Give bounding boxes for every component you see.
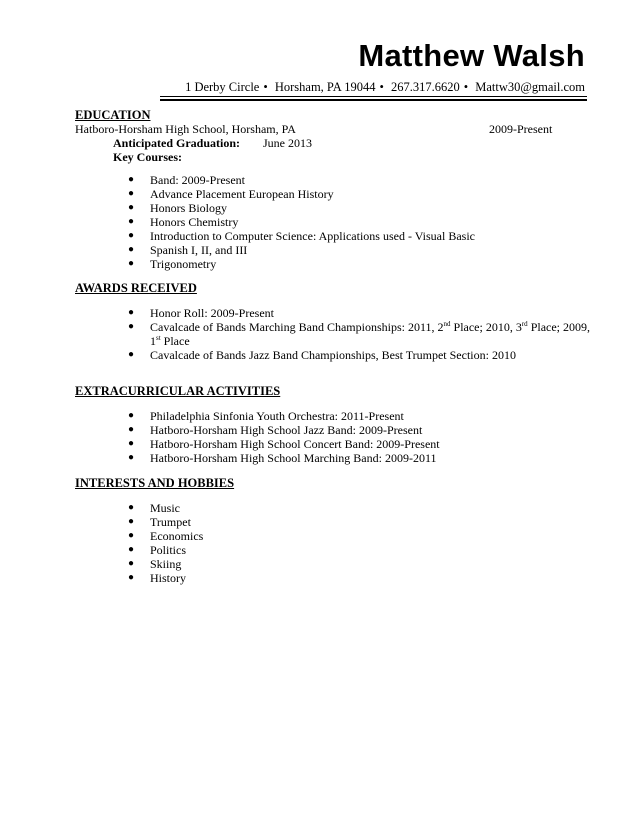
bullet-icon: ● (128, 502, 135, 513)
list-item: ● History (128, 571, 186, 585)
list-item: ● Introduction to Computer Science: Applications used - Visual Basic (128, 229, 476, 243)
separator: • (263, 80, 268, 94)
bullet-icon: ● (128, 516, 135, 527)
interests-list (128, 501, 203, 585)
list-item: ● Band: 2009-Present (128, 173, 245, 187)
list-item: ● Cavalcade of Bands Jazz Band Championships, Best Trumpet Section: 2010 (128, 348, 516, 362)
list-item: ● Honors Biology (128, 201, 228, 215)
separator: • (379, 80, 384, 94)
list-item: ● Economics (128, 529, 204, 543)
bullet-icon: ● (128, 258, 135, 269)
header-rule (160, 96, 587, 97)
courses-list (128, 173, 475, 271)
education-heading: EDUCATION (75, 108, 151, 122)
bullet-icon: ● (128, 558, 135, 569)
bullet-icon: ● (128, 544, 135, 555)
list-item: ● Trumpet (128, 515, 191, 529)
bullet-icon: ● (128, 530, 135, 541)
phone: 267.317.6620 (390, 80, 460, 94)
contact-line (185, 80, 585, 95)
bullet-icon: ● (128, 174, 135, 185)
list-item: ● Advance Placement European History (128, 187, 334, 201)
bullet-icon: ● (128, 438, 135, 449)
list-item: ● Spanish I, II, and III (128, 243, 248, 257)
list-item: ● Hatboro-Horsham High School Jazz Band: 2009-Present (128, 423, 423, 437)
list-item: ● Philadelphia Sinfonia Youth Orchestra: 2011-Present (128, 409, 404, 423)
list-item: ● Honor Roll: 2009-Present (128, 306, 274, 320)
list-item: ● Hatboro-Horsham High School Concert Band: 2009-Present (128, 437, 440, 451)
address: 1 Derby Circle (185, 80, 260, 94)
list-item: ● Honors Chemistry (128, 215, 239, 229)
school: Hatboro-Horsham High School, Horsham, PA (75, 122, 296, 136)
list-item: ● Hatboro-Horsham High School Marching Band: 2009-2011 (128, 451, 437, 465)
bullet-icon: ● (128, 307, 135, 318)
extracurricular-heading: EXTRACURRICULAR ACTIVITIES (75, 384, 281, 398)
bullet-icon: ● (128, 410, 135, 421)
bullet-icon: ● (128, 202, 135, 213)
list-item: ● Music (128, 501, 180, 515)
courses-label: Key Courses: (113, 150, 182, 164)
bullet-icon: ● (128, 244, 135, 255)
graduation-value: June 2013 (263, 136, 312, 150)
resume-name: Matthew Walsh (358, 38, 585, 73)
bullet-icon: ● (128, 321, 135, 332)
bullet-icon: ● (128, 424, 135, 435)
bullet-icon: ● (128, 349, 135, 360)
graduation-label: Anticipated Graduation: (113, 136, 241, 150)
awards-heading: AWARDS RECEIVED (75, 281, 197, 295)
bullet-icon: ● (128, 452, 135, 463)
extracurricular-list (128, 409, 440, 465)
header-rule-thick (160, 99, 587, 101)
bullet-icon: ● (128, 572, 135, 583)
list-item: ● Politics (128, 543, 187, 557)
list-item: ● Cavalcade of Bands Marching Band Championships: 2011, 2nd Place; 2010, 3rd Place; 2009, 1st Place (128, 320, 591, 348)
interests-heading: INTERESTS AND HOBBIES (75, 476, 235, 490)
bullet-icon: ● (128, 230, 135, 241)
list-item: ● Trigonometry (128, 257, 217, 271)
city: Horsham, PA 19044 (274, 80, 376, 94)
email: Mattw30@gmail.com (475, 80, 585, 94)
bullet-icon: ● (128, 188, 135, 199)
separator: • (463, 80, 469, 94)
school-dates: 2009-Present (489, 122, 553, 136)
awards-list (128, 306, 590, 362)
list-item: ● Skiing (128, 557, 182, 571)
bullet-icon: ● (128, 216, 135, 227)
